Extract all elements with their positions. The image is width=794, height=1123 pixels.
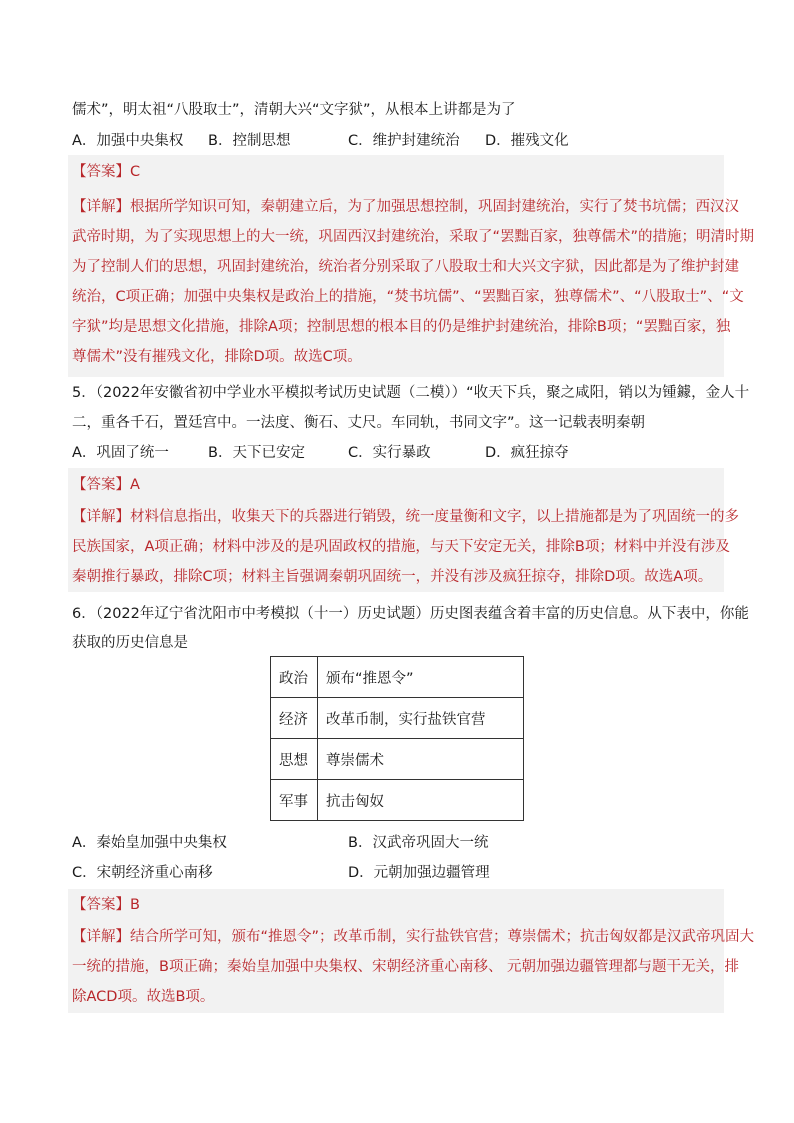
answer-tag: 【答案】 <box>72 164 130 180</box>
answer-letter: C <box>130 164 141 180</box>
q5-stem-line: 5．（2022年安徽省初中学业水平模拟考试历史试题（二模））“收天下兵，聚之咸阳，销以为锺鐻，金人十 <box>72 385 750 401</box>
q5-detail-line: 秦朝推行暴政，排除C项；材料主旨强调秦朝巩固统一，并没有涉及疯狂掠夺，排除D项。故选A项。 <box>72 569 713 585</box>
table-row <box>271 780 524 821</box>
q6-stem-line: 获取的历史信息是 <box>72 635 188 651</box>
q5-detail-line: 【详解】材料信息指出，收集天下的兵器进行销毁，统一度量衡和文字，以上措施都是为了巩固统一的多 <box>72 509 739 525</box>
q6-options-row1 <box>72 833 724 853</box>
q6-stem-line: 6．（2022年辽宁省沈阳市中考模拟（十一）历史试题）历史图表蕴含着丰富的历史信息。从下表中，你能 <box>72 606 749 622</box>
table-cell-key: 经济 <box>271 698 318 739</box>
q4-option-a: A．加强中央集权 <box>72 133 184 149</box>
q4-detail-line: 武帝时期，为了实现思想上的大一统，巩固西汉封建统治，采取了“罢黜百家，独尊儒术”的措施；明清时期 <box>72 229 755 245</box>
q4-detail-line: 尊儒术”没有摧残文化，排除D项。故选C项。 <box>72 349 362 365</box>
detail-tag: 【详解】 <box>72 929 130 945</box>
q5-option-a: A．巩固了统一 <box>72 445 169 461</box>
info-table <box>270 656 524 821</box>
q4-answer-block <box>68 155 755 377</box>
q6-detail-line: 【详解】结合所学可知，颁布“推恩令”；改革币制，实行盐铁官营；尊崇儒术；抗击匈奴都是汉武帝巩固大 <box>72 929 755 945</box>
q6-answer-block <box>68 889 755 1013</box>
q4-options <box>72 131 724 151</box>
table-cell-key: 政治 <box>271 657 318 698</box>
q6-answer <box>72 895 722 915</box>
q6-option-b: B．汉武帝巩固大一统 <box>348 835 489 851</box>
q5-stem-line: 二，重各千石，置廷宫中。一法度、衡石、丈尺。车同轨，书同文字”。这一记载表明秦朝 <box>72 415 646 431</box>
detail-tag: 【详解】 <box>72 509 130 525</box>
table-cell-value: 抗击匈奴 <box>318 780 524 821</box>
answer-letter: B <box>130 897 140 913</box>
detail-tag: 【详解】 <box>72 199 130 215</box>
answer-tag: 【答案】 <box>72 897 130 913</box>
table-cell-key: 思想 <box>271 739 318 780</box>
table-row <box>271 698 524 739</box>
q5-options <box>72 443 724 463</box>
table-cell-value: 改革币制，实行盐铁官营 <box>318 698 524 739</box>
table-row <box>271 657 524 698</box>
q4-answer <box>72 162 722 182</box>
q4-option-b: B．控制思想 <box>208 133 291 149</box>
q6-option-c: C．宋朝经济重心南移 <box>72 865 213 881</box>
q4-detail-line: 【详解】根据所学知识可知，秦朝建立后，为了加强思想控制，巩固封建统治，实行了焚书坑儒；西汉汉 <box>72 199 739 215</box>
q4-stem: 儒术”，明太祖“八股取士”，清朝大兴“文字狱”，从根本上讲都是为了 <box>72 102 516 118</box>
table-cell-value: 尊崇儒术 <box>318 739 524 780</box>
q6-detail-line: 除ACD项。故选B项。 <box>72 989 215 1005</box>
q5-option-d: D．疯狂掠夺 <box>485 445 569 461</box>
q6-options-row2 <box>72 863 724 883</box>
q5-option-b: B．天下已安定 <box>208 445 305 461</box>
q6-option-d: D．元朝加强边疆管理 <box>348 865 490 881</box>
q5-answer-block <box>68 468 739 592</box>
table-row <box>271 739 524 780</box>
answer-letter: A <box>130 477 140 493</box>
q5-detail-line: 民族国家，A项正确；材料中涉及的是巩固政权的措施，与天下安定无关，排除B项；材料中并没有涉及 <box>72 539 730 555</box>
table-cell-value: 颁布“推恩令” <box>318 657 524 698</box>
q4-option-c: C．维护封建统治 <box>348 133 460 149</box>
q6-detail-line: 一统的措施，B项正确；秦始皇加强中央集权、宋朝经济重心南移、 元朝加强边疆管理都与题干无关，排 <box>72 959 740 975</box>
table-cell-key: 军事 <box>271 780 318 821</box>
q4-option-d: D．摧残文化 <box>485 133 569 149</box>
q5-answer <box>72 475 722 495</box>
answer-tag: 【答案】 <box>72 477 130 493</box>
q6-option-a: A．秦始皇加强中央集权 <box>72 835 227 851</box>
q4-detail-line: 字狱”均是思想文化措施，排除A项；控制思想的根本目的仍是维护封建统治，排除B项；“罢黜百家，独 <box>72 319 731 335</box>
q4-detail-line: 统治，C项正确；加强中央集权是政治上的措施，“焚书坑儒”、“罢黜百家，独尊儒术”、“八股取士”、“文 <box>72 289 744 305</box>
q5-option-c: C．实行暴政 <box>348 445 431 461</box>
q4-detail-line: 为了控制人们的思想，巩固封建统治，统治者分别采取了八股取士和大兴文字狱，因此都是为了维护封建 <box>72 259 739 275</box>
